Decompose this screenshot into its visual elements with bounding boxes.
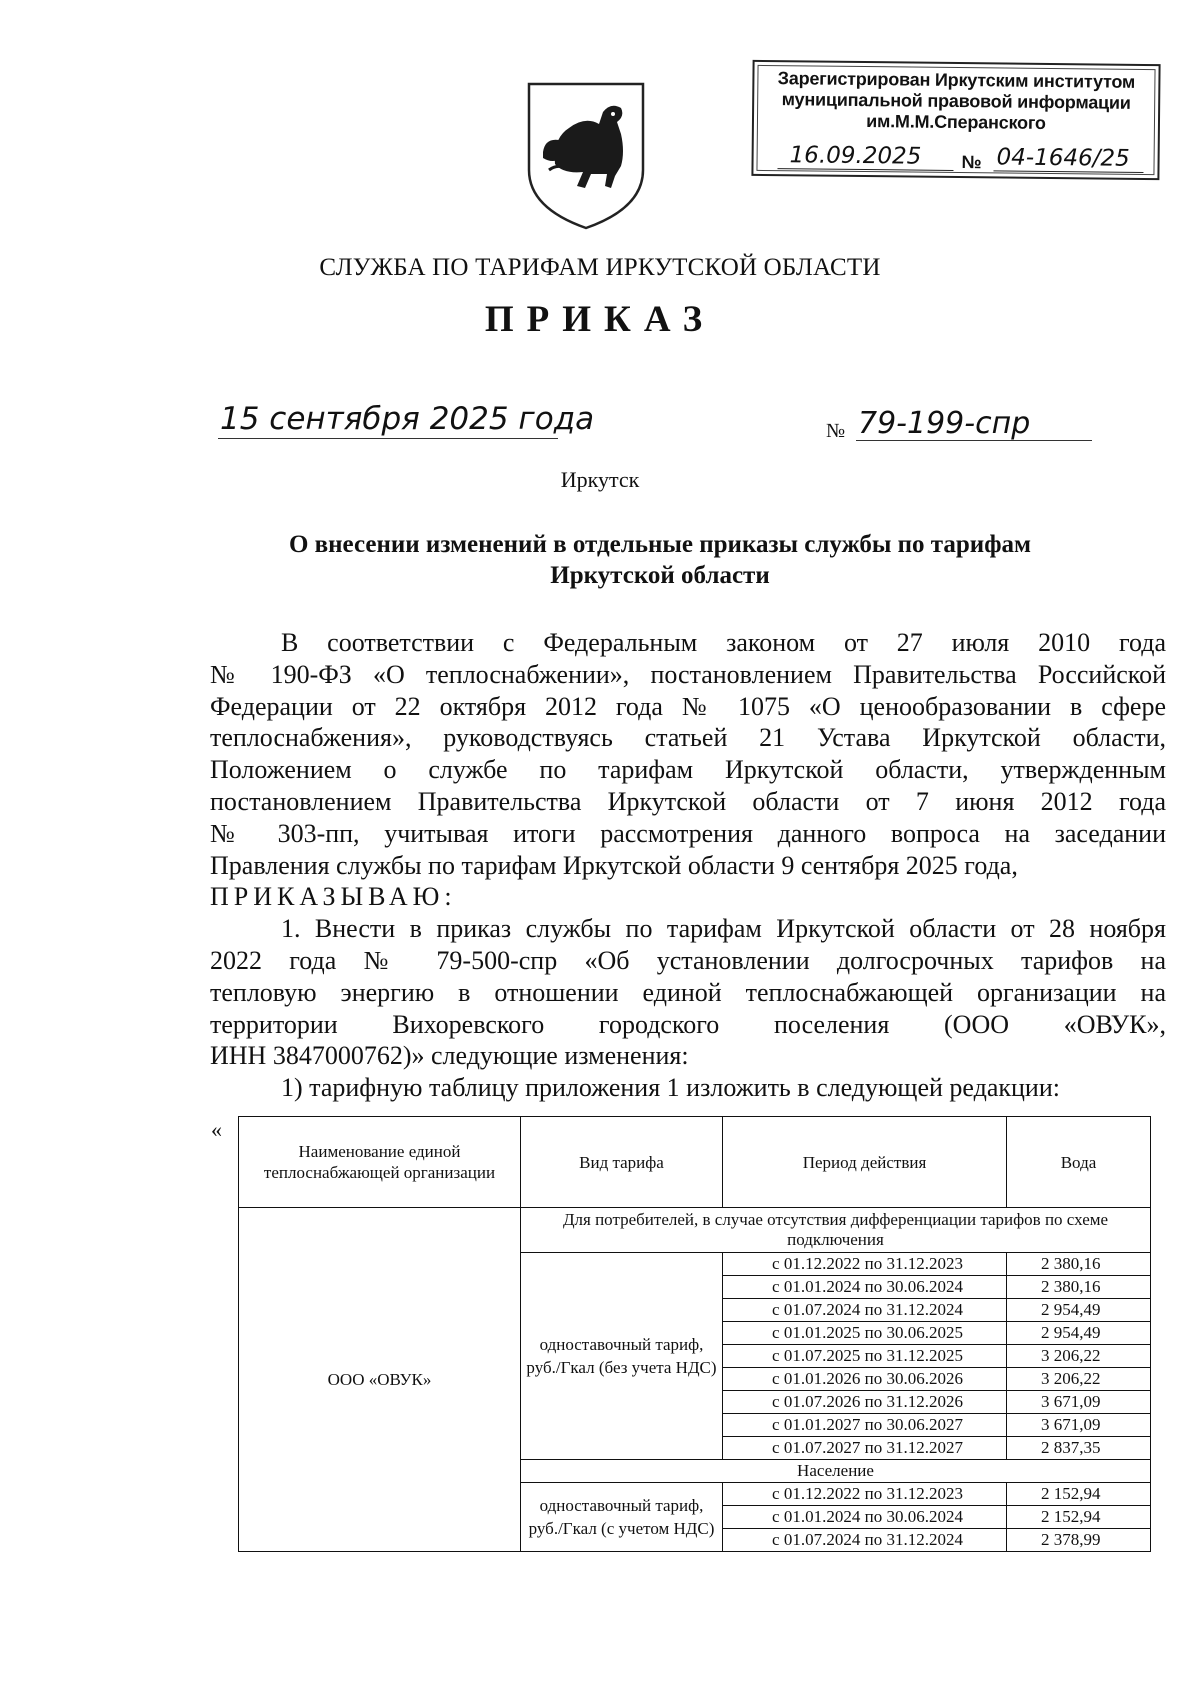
tariff-kind: одноставочный тариф, руб./Гкал (без учета НДС) xyxy=(521,1253,723,1460)
group-title: Население xyxy=(521,1460,1151,1483)
value-cell: 3 206,22 xyxy=(1007,1368,1151,1391)
period-cell: с 01.12.2022 по 31.12.2023 xyxy=(723,1483,1007,1506)
stamp-line: им.М.М.Сперанского xyxy=(866,111,1046,133)
period-cell: с 01.12.2022 по 31.12.2023 xyxy=(723,1253,1007,1276)
body-line: В соответствии с Федеральным законом от 27 июля 2010 года xyxy=(281,628,1166,657)
order-word: ПРИКАЗЫВАЮ: xyxy=(210,882,457,912)
body-line: № 190-ФЗ «О теплоснабжении», постановлением Правительства Российской xyxy=(210,659,1166,689)
value-cell: 2 954,49 xyxy=(1007,1299,1151,1322)
body-line: ИНН 3847000762)» следующие изменения: xyxy=(210,1041,689,1071)
body-line: Положением о службе по тарифам Иркутской области, утвержденным xyxy=(210,755,1166,785)
period-cell: с 01.07.2024 по 31.12.2024 xyxy=(723,1299,1007,1322)
stamp-number-label: № xyxy=(961,152,982,173)
stamp-line: муниципальной правовой информации xyxy=(781,89,1131,113)
stamp-registration-number: 04-1646/25 xyxy=(996,144,1130,172)
body-line: Федерации от 22 октября 2012 года № 1075 «О ценообразовании в сфере xyxy=(210,691,1166,721)
stamp-line: Зарегистрирован Иркутским институтом xyxy=(777,68,1136,92)
period-cell: с 01.01.2026 по 30.06.2026 xyxy=(723,1368,1007,1391)
value-cell: 3 671,09 xyxy=(1007,1414,1151,1437)
order-number: 79-199-спр xyxy=(858,406,1031,441)
body-line: 1. Внести в приказ службы по тарифам Иркутской области от 28 ноября xyxy=(281,914,1166,944)
value-cell: 2 954,49 xyxy=(1007,1322,1151,1345)
date-underline xyxy=(218,438,558,439)
header-org: Наименование единой теплоснабжающей организации xyxy=(239,1117,521,1208)
irkutsk-coat-of-arms-icon xyxy=(525,78,647,232)
document-title xyxy=(200,529,1120,591)
body-line: тепловую энергию в отношении единой теплоснабжающей организации на xyxy=(210,977,1166,1007)
order-number-label: № xyxy=(826,420,846,442)
title-line: Иркутской области xyxy=(550,562,770,589)
period-cell: с 01.07.2024 по 31.12.2024 xyxy=(723,1529,1007,1552)
order-date: 15 сентября 2025 года xyxy=(220,401,595,437)
period-cell: с 01.07.2026 по 31.12.2026 xyxy=(723,1391,1007,1414)
value-cell: 2 837,35 xyxy=(1007,1437,1151,1460)
body-line: теплоснабжения», руководствуясь статьей 21 Устава Иркутской области, xyxy=(210,723,1166,753)
body-line: постановлением Правительства Иркутской области от 7 июня 2012 года xyxy=(210,786,1166,816)
quote-mark: « xyxy=(211,1117,222,1142)
body-line: № 303-пп, учитывая итоги рассмотрения данного вопроса на заседании xyxy=(210,818,1166,848)
body-line: 1) тарифную таблицу приложения 1 изложить в следующей редакции: xyxy=(281,1073,1060,1103)
table-header-row xyxy=(239,1117,1151,1208)
value-cell: 2 380,16 xyxy=(1007,1276,1151,1299)
period-cell: с 01.01.2024 по 30.06.2024 xyxy=(723,1506,1007,1529)
stamp-registration-date: 16.09.2025 xyxy=(789,142,922,170)
value-cell: 3 206,22 xyxy=(1007,1345,1151,1368)
org-name: ООО «ОВУК» xyxy=(239,1208,521,1552)
table-row xyxy=(239,1208,1151,1253)
number-underline xyxy=(856,440,1092,441)
value-cell: 2 152,94 xyxy=(1007,1506,1151,1529)
tariff-kind: одноставочный тариф, руб./Гкал (с учетом НДС) xyxy=(521,1483,723,1552)
body-line: Правления службы по тарифам Иркутской области 9 сентября 2025 года, xyxy=(210,850,1018,880)
document-type: ПРИКАЗ xyxy=(484,299,716,340)
header-water: Вода xyxy=(1007,1117,1151,1208)
period-cell: с 01.07.2025 по 31.12.2025 xyxy=(723,1345,1007,1368)
period-cell: с 01.01.2024 по 30.06.2024 xyxy=(723,1276,1007,1299)
document-body xyxy=(210,627,1166,1104)
period-cell: с 01.01.2027 по 30.06.2027 xyxy=(723,1414,1007,1437)
value-cell: 2 378,99 xyxy=(1007,1529,1151,1552)
registration-stamp xyxy=(751,60,1160,180)
period-cell: с 01.01.2025 по 30.06.2025 xyxy=(723,1322,1007,1345)
body-line: 2022 года № 79-500-спр «Об установлении долгосрочных тарифов на xyxy=(210,945,1166,975)
period-cell: с 01.07.2027 по 31.12.2027 xyxy=(723,1437,1007,1460)
header-kind: Вид тарифа xyxy=(521,1117,723,1208)
header-period: Период действия xyxy=(723,1117,1007,1208)
value-cell: 2 152,94 xyxy=(1007,1483,1151,1506)
group-title: Для потребителей, в случае отсутствия дифференциации тарифов по схеме подключения xyxy=(521,1208,1151,1253)
value-cell: 2 380,16 xyxy=(1007,1253,1151,1276)
body-line: территории Вихоревского городского поселения (ООО «ОВУК», xyxy=(210,1009,1166,1039)
value-cell: 3 671,09 xyxy=(1007,1391,1151,1414)
tariff-table xyxy=(238,1116,1151,1552)
agency-name: СЛУЖБА ПО ТАРИФАМ ИРКУТСКОЙ ОБЛАСТИ xyxy=(319,254,881,281)
title-line: О внесении изменений в отдельные приказы службы по тарифам xyxy=(288,531,1032,558)
city: Иркутск xyxy=(560,467,640,492)
